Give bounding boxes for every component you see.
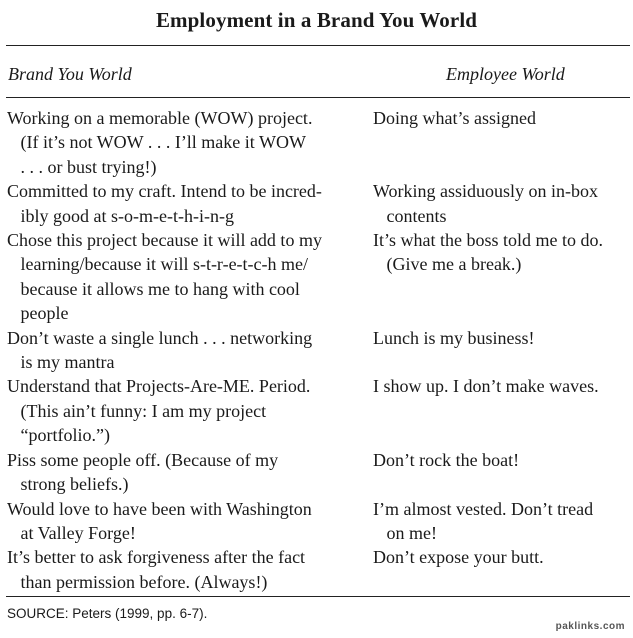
table-row xyxy=(7,326,631,375)
table-row xyxy=(7,106,631,179)
bottom-rule xyxy=(6,596,630,597)
table-row xyxy=(7,374,631,447)
employee-cell: Don’t expose your butt. xyxy=(373,547,544,568)
brand-you-cell: Would love to have been with Washington at Valley Forge! xyxy=(7,498,312,543)
employee-cell: Lunch is my business! xyxy=(373,327,535,348)
table-row xyxy=(7,228,631,326)
table-title: Employment in a Brand You World xyxy=(155,8,478,32)
employee-cell: I’m almost vested. Don’t tread on me! xyxy=(373,498,594,543)
source-note: SOURCE: Peters (1999, pp. 6-7). xyxy=(7,606,208,621)
employee-cell: Doing what’s assigned xyxy=(373,108,536,128)
table-row xyxy=(7,545,631,594)
brand-you-cell: Piss some people off. (Because of my strong beliefs.) xyxy=(7,449,279,495)
column-header-brand-you-world: Brand You World xyxy=(8,64,132,84)
table-row xyxy=(7,179,631,228)
brand-you-cell: Committed to my craft. Intend to be incred- ibly good at s-o-m-e-t-h-i-n-g xyxy=(7,181,322,226)
employee-cell: Don’t rock the boat! xyxy=(373,449,520,470)
table-row xyxy=(7,448,631,497)
column-header-employee-world: Employee World xyxy=(446,64,565,84)
top-rule xyxy=(6,45,630,46)
employee-cell: I show up. I don’t make waves. xyxy=(373,376,599,397)
brand-you-cell: It’s better to ask forgiveness after the fact than permission before. (Always!) xyxy=(7,547,306,592)
header-rule xyxy=(6,97,630,98)
table-body xyxy=(7,106,631,594)
brand-you-cell: Chose this project because it will add to my learning/because it will s-t-r-e-t-c-h me/ because it allows me to hang with cool people xyxy=(7,230,322,324)
brand-you-cell: Working on a memorable (WOW) project. (If it’s not WOW . . . I’ll make it WOW . . . or bust trying!) xyxy=(7,108,313,177)
brand-you-cell: Don’t waste a single lunch . . . networking is my mantra xyxy=(7,327,313,373)
employee-cell: It’s what the boss told me to do. (Give me a break.) xyxy=(373,230,603,275)
employee-cell: Working assiduously on in-box contents xyxy=(373,181,599,226)
brand-you-cell: Understand that Projects-Are-ME. Period. (This ain’t funny: I am my project “portfolio.”) xyxy=(7,376,311,446)
watermark: paklinks.com xyxy=(555,621,625,632)
table-row xyxy=(7,497,631,546)
